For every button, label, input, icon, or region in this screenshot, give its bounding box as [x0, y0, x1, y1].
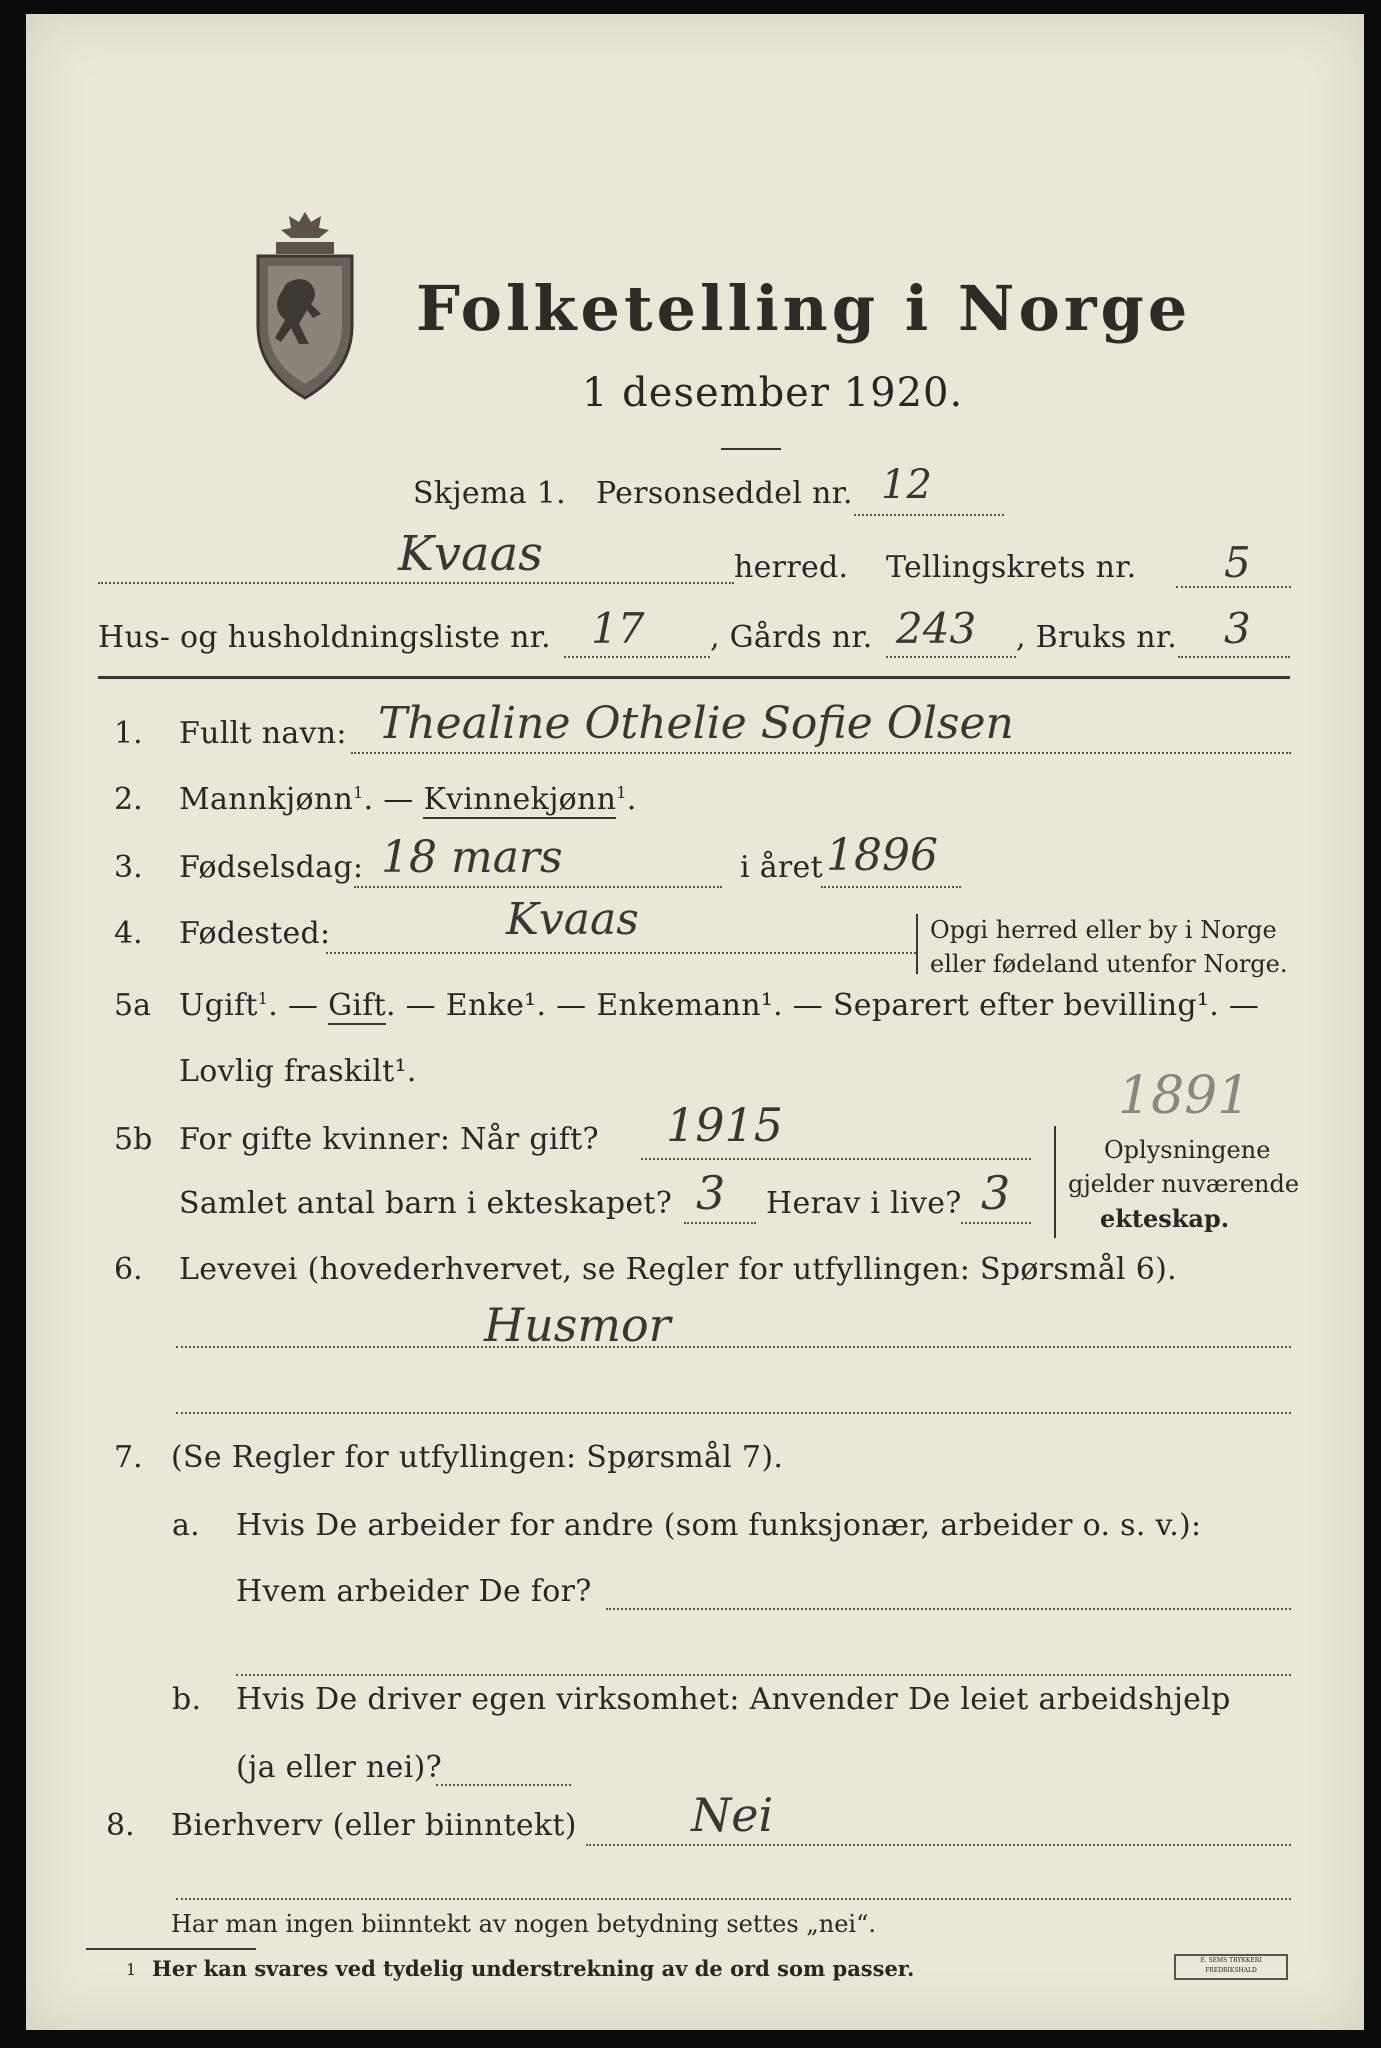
- q7a-text: Hvis De arbeider for andre (som funksjonær, arbeider o. s. v.):: [236, 1508, 1202, 1543]
- q1-name-value[interactable]: Thealine Othelie Sofie Olsen: [378, 698, 1014, 749]
- bruks-line: [1178, 656, 1290, 658]
- bruks-label: , Bruks nr.: [1016, 620, 1178, 655]
- q7b-text: Hvis De driver egen virksomhet: Anvender De leiet arbeidshjelp: [236, 1682, 1231, 1717]
- q5b-pencil-year: 1891: [1118, 1066, 1251, 1126]
- q3-label: Fødselsdag:: [179, 850, 364, 885]
- q5b-alive-line: [961, 1222, 1031, 1224]
- q7a-line-2[interactable]: [236, 1674, 1291, 1676]
- q5b-alive-label: Herav i live?: [766, 1186, 962, 1221]
- q5b-children-line: [684, 1222, 756, 1224]
- printer-stamp-line1: E. SEMS TRYKKERI: [1200, 1957, 1262, 1964]
- q5a-line2[interactable]: Lovlig fraskilt¹.: [179, 1054, 417, 1089]
- q5b-label: For gifte kvinner: Når gift?: [179, 1122, 599, 1157]
- q2-footnote-ref: 1: [353, 783, 364, 802]
- q7a-line-1[interactable]: [606, 1608, 1291, 1610]
- gards-value[interactable]: 243: [896, 604, 977, 653]
- q7-label: (Se Regler for utfyllingen: Spørsmål 7).: [171, 1440, 784, 1475]
- hus-line: [564, 656, 710, 658]
- q5b-children-value[interactable]: 3: [696, 1166, 726, 1220]
- q2-gender-options: [179, 782, 637, 817]
- q4-note-brace: [916, 914, 924, 974]
- census-form-page: [26, 14, 1364, 2030]
- q4-label: Fødested:: [179, 916, 331, 951]
- q3-year-value[interactable]: 1896: [826, 830, 938, 881]
- coat-of-arms-emblem: [246, 204, 364, 408]
- q5b-note-line1: Oplysningene: [1104, 1136, 1271, 1164]
- footer-note: Har man ingen biinntekt av nogen betydning settes „nei“.: [171, 1910, 876, 1938]
- q7b-letter: b.: [172, 1682, 202, 1717]
- title-divider: [721, 448, 781, 450]
- header-bottom-rule: [98, 676, 1290, 679]
- q5a-options: [179, 988, 1259, 1023]
- q2-end: .: [626, 782, 637, 817]
- q2-footnote-ref-2: 1: [616, 783, 627, 802]
- q7a-letter: a.: [172, 1508, 201, 1543]
- q4-number: 4.: [114, 916, 143, 951]
- gards-label: , Gårds nr.: [710, 620, 873, 655]
- q2-male-option[interactable]: Mannkjønn: [179, 782, 354, 817]
- skjema-label: Skjema 1.: [413, 476, 566, 511]
- q5a-number: 5a: [114, 988, 151, 1023]
- q4-note-line1: Opgi herred eller by i Norge: [930, 916, 1277, 944]
- q7-number: 7.: [114, 1440, 143, 1475]
- q5a-gift-option-selected[interactable]: Gift: [328, 988, 386, 1023]
- tellingskrets-value[interactable]: 5: [1224, 538, 1251, 587]
- q7b-question: (ja eller nei)?: [236, 1750, 442, 1785]
- hus-label: Hus- og husholdningsliste nr.: [98, 620, 551, 655]
- q1-number: 1.: [114, 716, 143, 751]
- q5b-note-line3: ekteskap.: [1100, 1204, 1230, 1233]
- q5a-rest-options: . — Enke¹. — Enkemann¹. — Separert efter bevilling¹. —: [385, 988, 1260, 1023]
- bruks-value[interactable]: 3: [1224, 604, 1251, 653]
- q7b-line[interactable]: [436, 1784, 571, 1786]
- q1-label: Fullt navn:: [179, 716, 347, 751]
- tellingskrets-label: Tellingskrets nr.: [886, 550, 1137, 585]
- herred-line: [98, 582, 734, 584]
- herred-label: herred.: [734, 550, 849, 585]
- q2-number: 2.: [114, 782, 143, 817]
- q5b-alive-value[interactable]: 3: [981, 1166, 1011, 1220]
- q4-note-line2: eller fødeland utenfor Norge.: [930, 950, 1288, 978]
- q4-birthplace-value[interactable]: Kvaas: [506, 894, 639, 945]
- personseddel-value[interactable]: 12: [881, 462, 932, 508]
- gards-line: [886, 656, 1016, 658]
- q5a-footnote-ref: 1: [257, 989, 269, 1008]
- q8-label: Bierhverv (eller biinntekt): [171, 1808, 577, 1843]
- q7a-question: Hvem arbeider De for?: [236, 1574, 592, 1609]
- q3-year-label: i året: [740, 850, 823, 885]
- q5a-separator: . —: [268, 988, 319, 1023]
- q6-number: 6.: [114, 1252, 143, 1287]
- q8-number: 8.: [106, 1808, 135, 1843]
- q3-year-line: [821, 886, 961, 888]
- printer-stamp: [1174, 1954, 1288, 1980]
- q1-line: [351, 752, 1291, 754]
- q5b-note-brace: [1054, 1126, 1064, 1238]
- q5b-line: [641, 1158, 1031, 1160]
- form-title: Folketelling i Norge: [416, 272, 1192, 345]
- footnote-text: Her kan svares ved tydelig understrekning av de ord som passer.: [152, 1956, 915, 1981]
- hus-value[interactable]: 17: [591, 604, 645, 653]
- q8-line-2: [176, 1898, 1291, 1900]
- q3-number: 3.: [114, 850, 143, 885]
- footnote-rule: [86, 1948, 256, 1950]
- q4-line: [326, 952, 916, 954]
- q6-occupation-value[interactable]: Husmor: [484, 1298, 671, 1352]
- personseddel-label: Personseddel nr.: [596, 476, 853, 511]
- q6-line-1: [176, 1346, 1291, 1348]
- q5b-children-label: Samlet antal barn i ekteskapet?: [179, 1186, 673, 1221]
- q3-day-value[interactable]: 18 mars: [381, 832, 563, 883]
- printer-stamp-line2: FREDRIKSHALD: [1205, 1967, 1257, 1974]
- q5b-married-year-value[interactable]: 1915: [666, 1098, 784, 1152]
- q3-day-line: [354, 886, 722, 888]
- personseddel-line: [854, 514, 1004, 516]
- q5a-ugift-option[interactable]: Ugift: [179, 988, 258, 1023]
- q2-female-option-selected[interactable]: Kvinnekjønn: [423, 782, 617, 817]
- herred-value[interactable]: Kvaas: [398, 526, 543, 582]
- q8-side-income-value[interactable]: Nei: [691, 1788, 774, 1842]
- q8-line: [586, 1844, 1291, 1846]
- q5b-note-line2: gjelder nuværende: [1068, 1170, 1300, 1198]
- q6-line-2: [176, 1412, 1291, 1414]
- q5b-number: 5b: [114, 1122, 153, 1157]
- footnote-mark: 1: [126, 1960, 137, 1979]
- census-date: 1 desember 1920.: [582, 370, 964, 416]
- q2-separator: . —: [363, 782, 414, 817]
- q6-label: Levevei (hovederhvervet, se Regler for utfyllingen: Spørsmål 6).: [179, 1252, 1177, 1287]
